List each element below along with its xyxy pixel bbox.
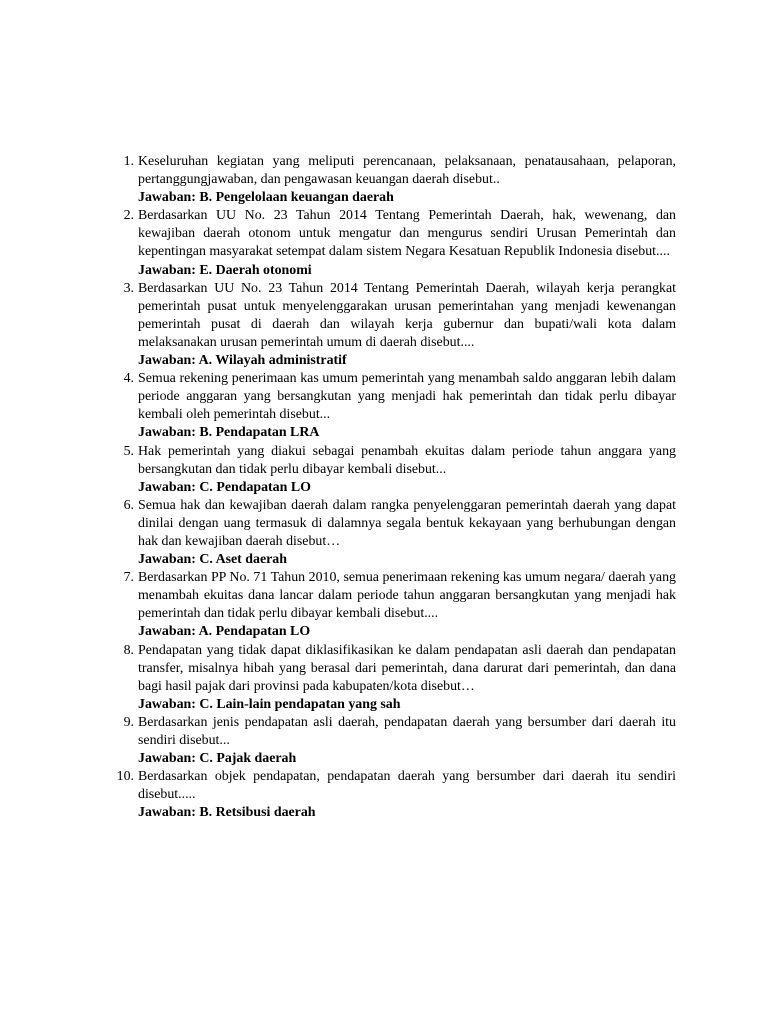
question-text: Berdasarkan PP No. 71 Tahun 2010, semua penerimaan rekening kas umum negara/ daerah yang menambah ekuitas dana lancar dalam periode tahun anggaran bersangkutan yang menjadi hak pemerintah dan tidak perlu dibayar kembali disebut....	[138, 570, 676, 622]
answer-text: Jawaban: E. Daerah otonomi	[138, 262, 312, 278]
question-text: Semua rekening penerimaan kas umum pemerintah yang menambah saldo anggaran lebih dalam periode anggaran yang bersangkutan yang menjadi hak pemerintah dan tidak perlu dibayar kembali oleh pemerintah disebut...	[138, 371, 676, 423]
answer-text: Jawaban: B. Pendapatan LRA	[138, 425, 320, 441]
question-number: 5.	[123, 443, 134, 459]
answer-text: Jawaban: B. Retsibusi daerah	[138, 805, 316, 821]
question-number: 3.	[123, 280, 134, 296]
question-number: 4.	[123, 371, 134, 387]
question-text: Berdasarkan UU No. 23 Tahun 2014 Tentang Pemerintah Daerah, wilayah kerja perangkat pemerintah pusat untuk menyelenggarakan urusan pemerintahan yang menjadi kewenangan pemerintah pusat di daerah dan wilayah kerja gubernur dan bupati/wali kota dalam melaksanakan urusan pemerintah umum di daerah disebut....	[138, 280, 676, 350]
question-item-8	[106, 642, 676, 714]
question-item-5	[106, 443, 676, 497]
question-item-1	[106, 153, 676, 207]
question-number: 7.	[123, 570, 134, 586]
answer-text: Jawaban: A. Pendapatan LO	[138, 624, 311, 640]
question-text: Berdasarkan jenis pendapatan asli daerah, pendapatan daerah yang bersumber dari daerah itu sendiri disebut...	[138, 714, 676, 748]
answer-text: Jawaban: C. Pendapatan LO	[138, 479, 311, 495]
question-number: 1.	[123, 154, 134, 169]
question-number: 6.	[123, 497, 134, 513]
answer-text: Jawaban: A. Wilayah administratif	[138, 353, 347, 369]
question-number: 8.	[123, 642, 134, 658]
question-text: Berdasarkan objek pendapatan, pendapatan daerah yang bersumber dari daerah itu sendiri disebut.....	[138, 769, 676, 803]
question-text: Keseluruhan kegiatan yang meliputi perencanaan, pelaksanaan, penatausahaan, pelaporan, pertanggungjawaban, dan pengawasan keuangan daerah disebut..	[138, 154, 676, 188]
answer-text: Jawaban: C. Lain-lain pendapatan yang sah	[138, 696, 401, 712]
question-item-2	[106, 207, 676, 279]
question-text: Hak pemerintah yang diakui sebagai penambah ekuitas dalam periode tahun anggara yang bersangkutan dan tidak perlu dibayar kembali disebut...	[138, 443, 676, 477]
question-number: 2.	[123, 208, 134, 224]
question-item-4	[106, 370, 676, 442]
question-text: Berdasarkan UU No. 23 Tahun 2014 Tentang Pemerintah Daerah, hak, wewenang, dan kewajiban daerah otonom untuk mengatur dan mengurus sendiri Urusan Pemerintah dan kepentingan masyarakat setempat dalam sistem Negara Kesatuan Republik Indonesia disebut....	[138, 208, 676, 260]
question-number: 10.	[116, 769, 134, 785]
answer-text: Jawaban: C. Aset daerah	[138, 552, 287, 568]
question-item-6	[106, 497, 676, 569]
question-list	[106, 153, 676, 822]
question-item-9	[106, 714, 676, 768]
question-item-3	[106, 280, 676, 370]
answer-text: Jawaban: C. Pajak daerah	[138, 751, 297, 767]
question-item-10	[106, 768, 676, 822]
question-number: 9.	[123, 714, 134, 730]
question-text: Pendapatan yang tidak dapat diklasifikasikan ke dalam pendapatan asli daerah dan pendapatan transfer, misalnya hibah yang berasal dari pemerintah, dana darurat dari pemerintah, dan dana bagi hasil pajak dari provinsi pada kabupaten/kota disebut…	[138, 642, 676, 694]
answer-text: Jawaban: B. Pengelolaan keuangan daerah	[138, 190, 394, 206]
question-item-7	[106, 569, 676, 641]
question-text: Semua hak dan kewajiban daerah dalam rangka penyelenggaran pemerintah daerah yang dapat dinilai dengan uang termasuk di dalamnya segala bentuk kekayaan yang berhubungan dengan hak dan kewajiban daerah disebut…	[138, 497, 676, 549]
